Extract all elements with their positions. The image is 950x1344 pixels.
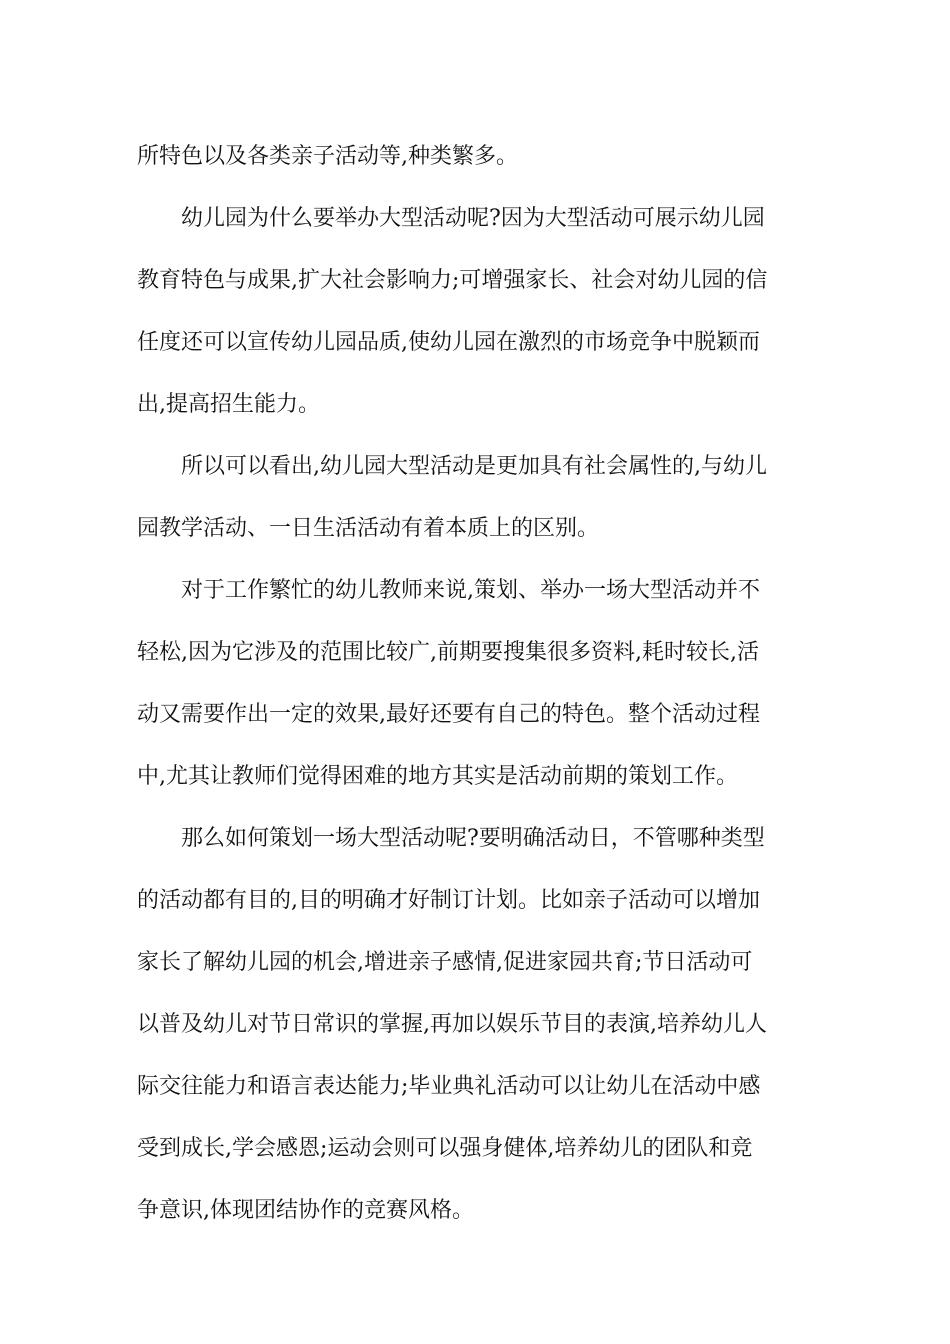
paragraph-line: 争意识,体现团结协作的竞赛风格。	[137, 1198, 474, 1223]
paragraph-line: 出,提高招生能力。	[137, 392, 320, 417]
paragraph-line: 以普及幼儿对节日常识的掌握,再加以娱乐节目的表演,培养幼儿人	[137, 1012, 767, 1037]
paragraph-line: 家长了解幼儿园的机会,增进亲子感情,促进家园共育;节日活动可	[137, 950, 753, 975]
document-body	[137, 126, 817, 1242]
paragraph-line: 所以可以看出,幼儿园大型活动是更加具有社会属性的,与幼儿	[181, 454, 767, 479]
paragraph-line: 际交往能力和语言表达能力;毕业典礼活动可以让幼儿在活动中感	[137, 1074, 761, 1099]
paragraph-line: 受到成长,学会感恩;运动会则可以强身健体,培养幼儿的团队和竞	[137, 1136, 753, 1161]
paragraph-line: 所特色以及各类亲子活动等,种类繁多。	[137, 144, 518, 169]
paragraph-line: 中,尤其让教师们觉得困难的地方其实是活动前期的策划工作。	[137, 764, 738, 789]
paragraph-line: 幼儿园为什么要举办大型活动呢?因为大型活动可展示幼儿园	[181, 206, 765, 231]
paragraph-line: 任度还可以宣传幼儿园品质,使幼儿园在激烈的市场竞争中脱颖而	[137, 330, 760, 355]
paragraph-line: 的活动都有目的,目的明确才好制订计划。比如亲子活动可以增加	[137, 888, 760, 913]
paragraph-line: 园教学活动、一日生活活动有着本质上的区别。	[137, 516, 600, 541]
paragraph-line: 那么如何策划一场大型活动呢?要明确活动日，不管哪种类型	[181, 826, 765, 851]
paragraph-line: 轻松,因为它涉及的范围比较广,前期要搜集很多资料,耗时较长,活	[137, 640, 759, 665]
paragraph-line: 对于工作繁忙的幼儿教师来说,策划、举办一场大型活动并不	[181, 578, 760, 603]
paragraph-line: 教育特色与成果,扩大社会影响力;可增强家长、社会对幼儿园的信	[137, 268, 768, 293]
paragraph-line: 动又需要作出一定的效果,最好还要有自己的特色。整个活动过程	[137, 702, 760, 727]
